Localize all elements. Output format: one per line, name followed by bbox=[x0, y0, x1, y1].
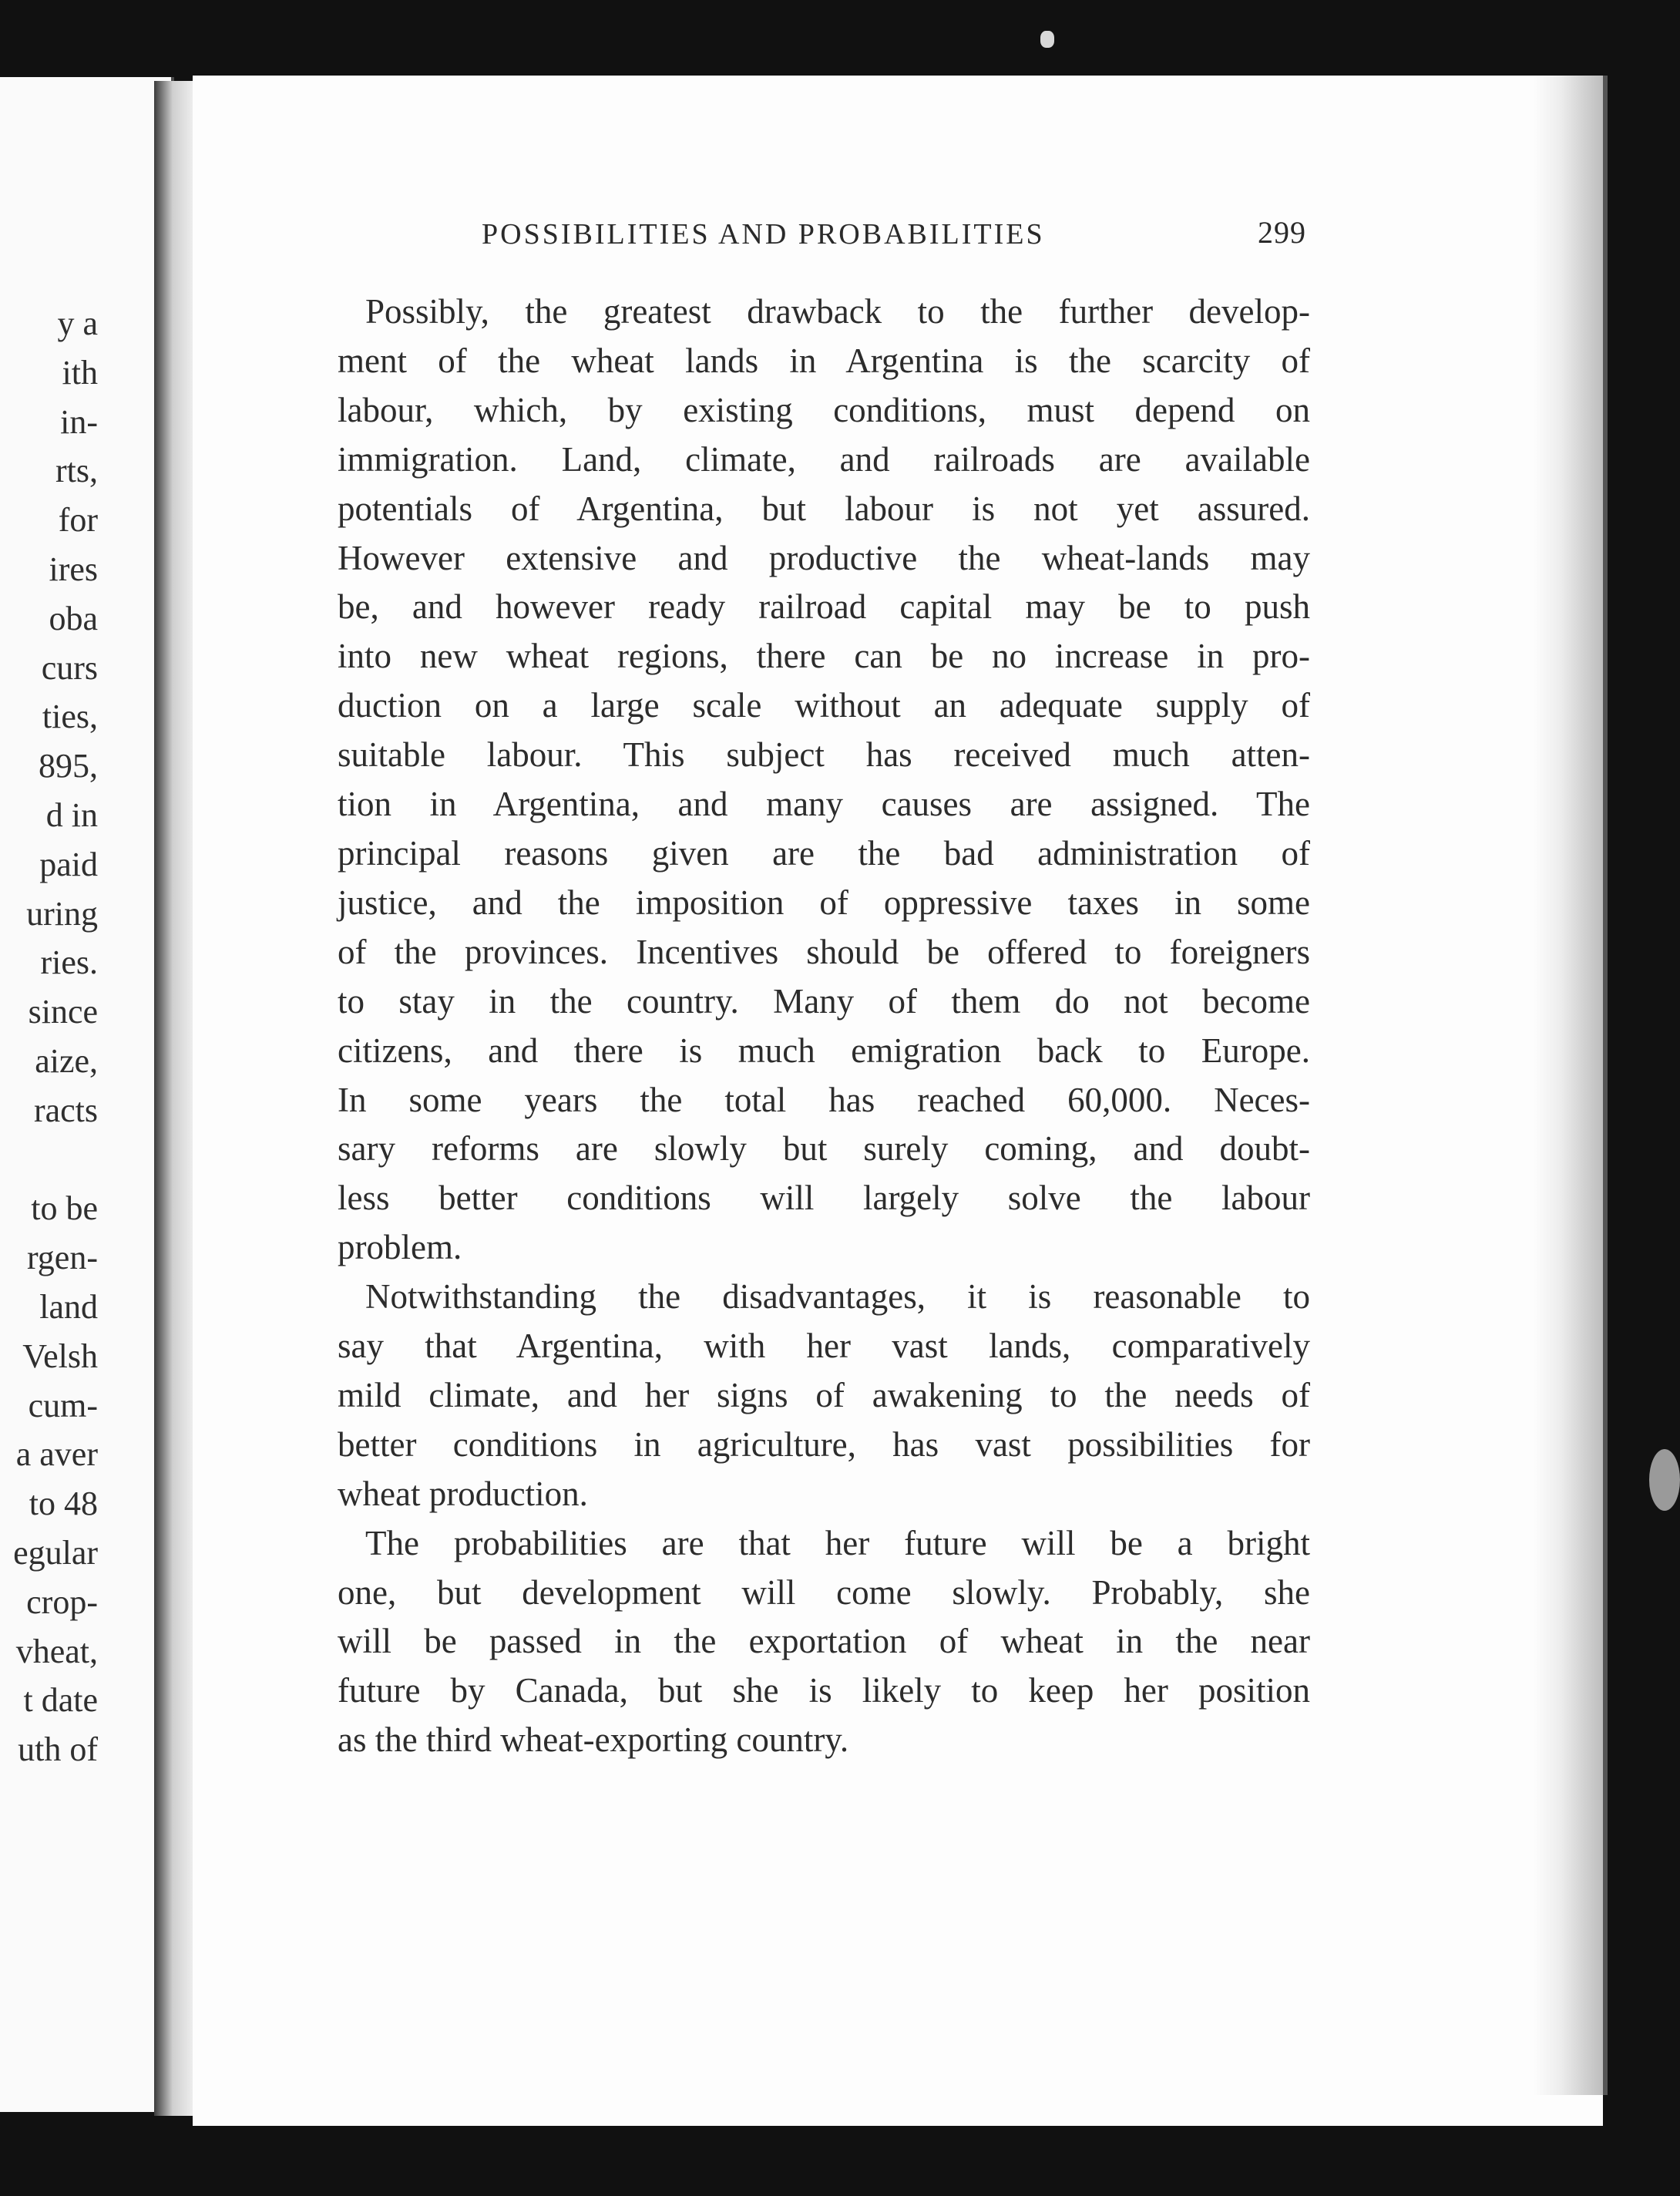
previous-page-line: t date bbox=[23, 1681, 98, 1720]
previous-page-line: Velsh bbox=[22, 1337, 98, 1375]
text-line: potentials of Argentina, but labour is not yet assured. bbox=[338, 489, 1310, 528]
previous-page-line bbox=[0, 1135, 98, 1185]
previous-page-line: oba bbox=[49, 599, 98, 637]
scan-speck bbox=[1040, 31, 1054, 48]
scan-speck bbox=[1649, 1449, 1680, 1511]
page-edge bbox=[1534, 76, 1608, 2095]
paragraph bbox=[338, 1519, 1310, 1766]
text-line: less better conditions will largely solve the labour bbox=[338, 1179, 1310, 1218]
previous-page-line: uring bbox=[26, 894, 98, 933]
text-line: of the provinces. Incentives should be offered to foreigners bbox=[338, 932, 1310, 971]
paragraph bbox=[338, 1273, 1310, 1519]
text-line: ment of the wheat lands in Argentina is the scarcity of bbox=[338, 341, 1310, 380]
text-line: Possibly, the greatest drawback to the further develop- bbox=[365, 292, 1310, 331]
text-line: problem. bbox=[338, 1228, 462, 1267]
previous-page bbox=[0, 77, 174, 2112]
page-body bbox=[338, 288, 1310, 1765]
previous-page-line: aize, bbox=[35, 1041, 98, 1080]
previous-page-line: to be bbox=[31, 1189, 98, 1228]
previous-page-line: y a bbox=[57, 304, 98, 342]
previous-page-line: a aver bbox=[15, 1435, 98, 1474]
text-line: immigration. Land, climate, and railroads are available bbox=[338, 439, 1310, 479]
text-line: as the third wheat-exporting country. bbox=[338, 1720, 849, 1760]
previous-page-line: land bbox=[39, 1287, 98, 1326]
paragraph bbox=[338, 288, 1310, 1273]
page-number: 299 bbox=[1258, 215, 1306, 250]
previous-page-line: ires bbox=[49, 550, 98, 588]
text-line: tion in Argentina, and many causes are assigned. The bbox=[338, 785, 1310, 824]
previous-page-line: crop- bbox=[26, 1582, 98, 1621]
previous-page-line: uth of bbox=[18, 1730, 98, 1769]
previous-page-line: racts bbox=[33, 1091, 98, 1129]
previous-page-line: d in bbox=[45, 795, 98, 834]
text-line: sary reforms are slowly but surely coming, and doubt- bbox=[338, 1129, 1310, 1169]
text-line: one, but development will come slowly. Probably, she bbox=[338, 1572, 1310, 1612]
text-line: mild climate, and her signs of awakening to the needs of bbox=[338, 1375, 1310, 1414]
text-line: better conditions in agriculture, has vast possibilities for bbox=[338, 1424, 1310, 1464]
text-line: into new wheat regions, there can be no increase in pro- bbox=[338, 637, 1310, 676]
previous-page-line: rts, bbox=[55, 452, 98, 490]
text-line: wheat production. bbox=[338, 1474, 588, 1513]
previous-page-line: to 48 bbox=[29, 1485, 98, 1523]
text-line: Notwithstanding the disadvantages, it is reasonable to bbox=[365, 1277, 1310, 1317]
text-line: In some years the total has reached 60,000. Neces- bbox=[338, 1080, 1310, 1119]
text-line: duction on a large scale without an adequate supply of bbox=[338, 686, 1310, 725]
text-line: suitable labour. This subject has received much atten- bbox=[338, 735, 1310, 775]
text-line: future by Canada, but she is likely to keep her position bbox=[338, 1671, 1310, 1710]
running-header bbox=[482, 217, 1306, 251]
text-line: be, and however ready railroad capital may be to push bbox=[338, 587, 1310, 627]
text-line: However extensive and productive the wheat-lands may bbox=[338, 538, 1310, 577]
previous-page-line: ries. bbox=[40, 943, 98, 982]
text-line: justice, and the imposition of oppressive taxes in some bbox=[338, 883, 1310, 922]
previous-page-line: 895, bbox=[39, 747, 98, 785]
previous-page-line: cum- bbox=[28, 1386, 98, 1424]
text-line: principal reasons given are the bad administration of bbox=[338, 833, 1310, 873]
previous-page-line: curs bbox=[41, 648, 98, 687]
text-line: say that Argentina, with her vast lands, comparatively bbox=[338, 1327, 1310, 1366]
previous-page-line: ties, bbox=[42, 698, 98, 736]
previous-page-line: since bbox=[28, 993, 98, 1031]
text-line: citizens, and there is much emigration back to Europe. bbox=[338, 1031, 1310, 1070]
previous-page-text-fragments bbox=[0, 299, 98, 1774]
previous-page-line: in- bbox=[60, 402, 98, 441]
previous-page-line: ith bbox=[62, 353, 98, 392]
text-line: will be passed in the exportation of wheat in the near bbox=[338, 1622, 1310, 1661]
previous-page-line: vheat, bbox=[15, 1632, 98, 1670]
previous-page-line: paid bbox=[39, 845, 98, 883]
previous-page-line: for bbox=[58, 501, 98, 540]
text-line: to stay in the country. Many of them do not become bbox=[338, 981, 1310, 1021]
text-line: The probabilities are that her future will be a bright bbox=[365, 1523, 1310, 1562]
previous-page-line: rgen- bbox=[26, 1239, 98, 1277]
running-title: POSSIBILITIES AND PROBABILITIES bbox=[482, 218, 1045, 251]
previous-page-line: egular bbox=[13, 1533, 98, 1572]
text-line: labour, which, by existing conditions, must depend on bbox=[338, 390, 1310, 429]
